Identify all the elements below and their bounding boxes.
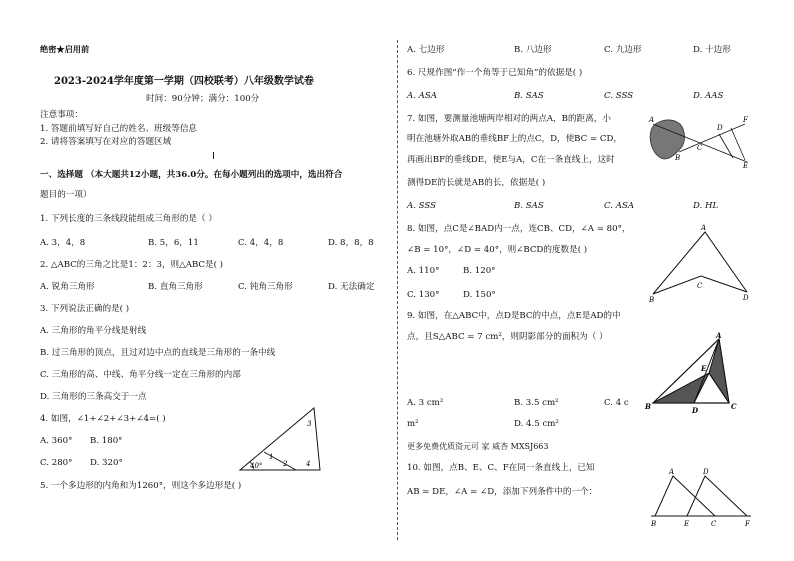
q6-option-d[interactable]: D. AAS <box>693 91 724 101</box>
right-column <box>397 0 794 561</box>
q7-point-e: E <box>743 162 749 170</box>
q2-option-a[interactable]: A. 锐角三角形 <box>40 282 95 292</box>
q7-stem-line-3: 再画出BF的垂线DE，使E与A，C在一条直线上，这时 <box>407 155 615 165</box>
q10-point-d: D <box>703 468 709 476</box>
q5-option-a[interactable]: A. 七边形 <box>407 45 445 55</box>
q7-option-d[interactable]: D. HL <box>693 201 719 211</box>
q8-option-b[interactable]: B. 120° <box>463 266 496 276</box>
q9-stem-line-2: 点，且S△ABC = 7 cm²，则阴影部分的面积为（ ） <box>407 332 608 342</box>
q1-option-a[interactable]: A. 3，4，8 <box>40 238 86 248</box>
q9-stem-line-1: 9. 如图，在△ABC中，点D是BC的中点，点E是AD的中 <box>407 311 621 321</box>
q2-stem: 2. △ABC的三角之比是1：2：3，则△ABC是( ) <box>40 260 224 270</box>
q3-option-b[interactable]: B. 过三角形的顶点，且过对边中点的直线是三角形的一条中线 <box>40 348 276 358</box>
note-item-1: 1. 答题前填写好自己的姓名、班级等信息 <box>40 124 198 134</box>
q10-point-b: B <box>651 520 657 528</box>
q9-point-d: D <box>692 406 699 415</box>
q2-option-c[interactable]: C. 钝角三角形 <box>238 282 293 292</box>
exam-time-info: 时间：90分钟；满分：100分 <box>146 94 260 104</box>
q8-point-b: B <box>649 296 655 304</box>
text-cursor: I <box>212 151 215 162</box>
q7-stem-line-2: 明在池塘外取AB的垂线BF上的点C，D，使BC = CD， <box>407 134 622 144</box>
q6-option-c[interactable]: C. SSS <box>604 91 634 101</box>
q4-angle-label: 40° <box>250 462 263 470</box>
q7-option-a[interactable]: A. SSS <box>407 201 437 211</box>
q8-option-a[interactable]: A. 110° <box>407 266 440 276</box>
q4-figure <box>236 404 326 474</box>
q8-point-d: D <box>743 294 749 302</box>
q5-option-c[interactable]: C. 九边形 <box>604 45 642 55</box>
q8-option-c[interactable]: C. 130° <box>407 290 440 300</box>
q4-angle-2-label: 2 <box>283 460 288 468</box>
q3-option-d[interactable]: D. 三角形的三条高交于一点 <box>40 392 147 402</box>
q9-point-e: E <box>701 364 707 373</box>
q1-option-c[interactable]: C. 4，4，8 <box>238 238 284 248</box>
q10-point-e: E <box>684 520 690 528</box>
q7-point-d: D <box>717 124 723 132</box>
q10-stem-line-2: AB = DE，∠A = ∠D，添加下列条件中的一个： <box>407 487 598 497</box>
q5-option-d[interactable]: D. 十边形 <box>693 45 731 55</box>
q4-option-c[interactable]: C. 280° <box>40 458 73 468</box>
q4-option-d[interactable]: D. 320° <box>90 458 123 468</box>
q6-option-b[interactable]: B. SAS <box>514 91 544 101</box>
q4-angle-4-label: 4 <box>306 460 311 468</box>
q4-option-a[interactable]: A. 360° <box>40 436 73 446</box>
q9-option-b[interactable]: B. 3.5 cm² <box>514 398 559 408</box>
note-item-2: 2. 请将答案填写在对应的答题区域 <box>40 137 172 147</box>
q7-figure <box>647 112 757 172</box>
q9-point-a: A <box>716 331 722 340</box>
q9-figure <box>645 331 749 415</box>
q5-stem: 5. 一个多边形的内角和为1260°，则这个多边形是( ) <box>40 481 242 491</box>
section1-heading-cont: 题目的一项） <box>40 190 92 200</box>
q4-option-b[interactable]: B. 180° <box>90 436 123 446</box>
q9-option-d[interactable]: D. 4.5 cm² <box>514 419 559 429</box>
q1-stem: 1. 下列长度的三条线段能组成三角形的是（ ） <box>40 214 217 224</box>
notes-heading: 注意事项： <box>40 110 83 120</box>
q9-point-c: C <box>731 402 737 411</box>
q7-point-b: B <box>675 154 681 162</box>
q7-stem-line-1: 7. 如图，要测量池塘两岸相对的两点A，B的距离，小 <box>407 114 611 124</box>
q7-stem-line-4: 测得DE的长就是AB的长，依据是( ) <box>407 178 546 188</box>
q8-stem-line-2: ∠B = 10°，∠D = 40°，则∠BCD的度数是( ) <box>407 245 588 255</box>
q8-figure <box>649 222 759 302</box>
q1-option-b[interactable]: B. 5，6，11 <box>148 238 199 248</box>
q10-point-a: A <box>669 468 675 476</box>
q7-option-b[interactable]: B. SAS <box>514 201 544 211</box>
q10-stem-line-1: 10. 如图，点B、E、C、F在同一条直线上，已知 <box>407 463 595 473</box>
q10-point-c: C <box>711 520 717 528</box>
q9-option-c-unit: m² <box>407 419 419 429</box>
q9-option-a[interactable]: A. 3 cm² <box>407 398 444 408</box>
q4-stem: 4. 如图，∠1+∠2+∠3+∠4=( ) <box>40 414 166 424</box>
q8-point-a: A <box>701 224 707 232</box>
q6-stem: 6. 尺规作图“作一个角等于已知角”的依据是( ) <box>407 68 583 78</box>
q3-option-c[interactable]: C. 三角形的高、中线、角平分线一定在三角形的内部 <box>40 370 241 380</box>
q5-option-b[interactable]: B. 八边形 <box>514 45 552 55</box>
q2-option-d[interactable]: D. 无法确定 <box>328 282 375 292</box>
q8-option-d[interactable]: D. 150° <box>463 290 496 300</box>
q7-point-a: A <box>649 116 655 124</box>
q7-option-c[interactable]: C. ASA <box>604 201 635 211</box>
q8-point-c: C <box>697 282 703 290</box>
q3-stem: 3. 下列说法正确的是( ) <box>40 304 130 314</box>
q4-angle-1-label: 1 <box>269 453 274 461</box>
q3-option-a[interactable]: A. 三角形的角平分线是射线 <box>40 326 147 336</box>
q9-option-c[interactable]: C. 4 c <box>604 398 629 408</box>
section1-heading: 一、选择题 （本大题共12小题，共36.0分。在每小题列出的选项中，选出符合 <box>40 170 343 180</box>
ad-banner: 更多免费优质资元可 家 威杏 MXSJ663 <box>407 442 549 451</box>
q2-option-b[interactable]: B. 直角三角形 <box>148 282 203 292</box>
q7-point-c: C <box>697 144 703 152</box>
q4-angle-3-label: 3 <box>307 420 312 428</box>
q6-option-a[interactable]: A. ASA <box>407 91 437 101</box>
q1-option-d[interactable]: D. 8，8，8 <box>328 238 374 248</box>
q7-point-f: F <box>743 116 748 124</box>
q8-stem-line-1: 8. 如图，点C是∠BAD内一点，连CB、CD，∠A = 80°， <box>407 224 631 234</box>
page-title: 2023-2024学年度第一学期（四校联考）八年级数学试卷 <box>54 76 314 87</box>
secret-label: 绝密★启用前 <box>40 44 90 54</box>
q10-point-f: F <box>745 520 750 528</box>
q10-figure <box>651 464 761 534</box>
q9-point-b: B <box>645 402 651 411</box>
